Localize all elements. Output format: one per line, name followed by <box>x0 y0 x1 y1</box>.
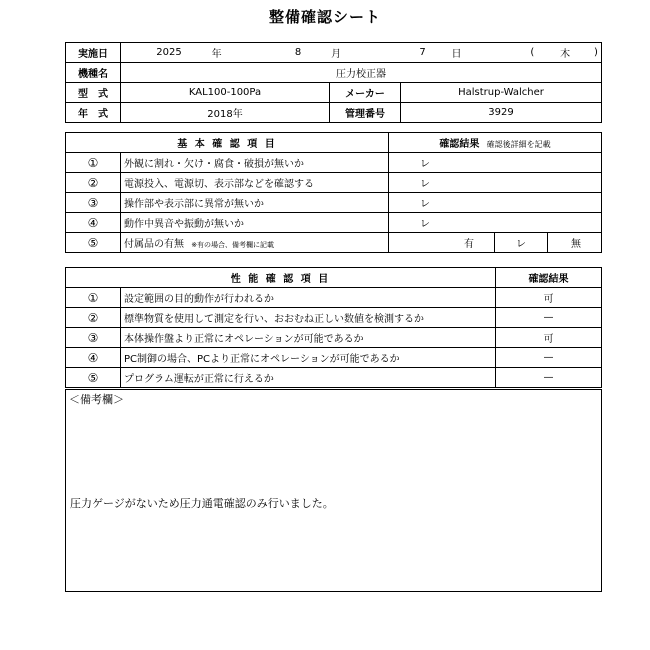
result-cell[interactable]: — <box>496 368 602 388</box>
weekday-value: 木 <box>560 49 571 60</box>
perf-result-header: 確認結果 <box>496 268 602 288</box>
accessory-yes[interactable]: 有 <box>389 233 495 253</box>
table-row <box>66 308 602 328</box>
table-row <box>66 193 602 213</box>
item-number: ⑤ <box>66 368 121 388</box>
year-made-value[interactable]: 2018年 <box>121 103 330 123</box>
item-text: 標準物質を使用して測定を行い、おおむね正しい数値を検測するか <box>121 308 496 328</box>
table-row <box>66 348 602 368</box>
check-mark: レ <box>420 219 431 230</box>
year-row <box>66 103 602 123</box>
item-number: ② <box>66 173 121 193</box>
item-number: ④ <box>66 348 121 368</box>
item-text: 電源投入、電源切、表示部などを確認する <box>121 173 389 193</box>
accessory-note: ※有の場合、備考欄に記載 <box>191 241 275 249</box>
remarks-header: ＜備考欄＞ <box>66 390 602 409</box>
result-cell[interactable] <box>389 213 602 233</box>
year-value: 2025 <box>156 47 182 58</box>
item-number: ② <box>66 308 121 328</box>
accessory-text-cell <box>121 233 389 253</box>
table-row <box>66 213 602 233</box>
remarks-table <box>65 389 602 592</box>
year-label: 年 式 <box>66 103 121 123</box>
page-title: 整備確認シート <box>268 8 381 26</box>
item-text: 本体操作盤より正常にオペレーションが可能であるか <box>121 328 496 348</box>
weekday-close: ) <box>594 47 598 58</box>
result-cell[interactable] <box>389 193 602 213</box>
item-number: ③ <box>66 328 121 348</box>
item-text: 設定範囲の目的動作が行われるか <box>121 288 496 308</box>
machine-label: 機種名 <box>66 63 121 83</box>
accessory-no[interactable]: 無 <box>548 233 602 253</box>
model-row <box>66 83 602 103</box>
accessory-mark[interactable]: レ <box>495 233 548 253</box>
result-cell[interactable] <box>389 153 602 173</box>
table-row <box>66 153 602 173</box>
perf-header: 性 能 確 認 項 目 <box>66 268 496 288</box>
remarks-text: 圧力ゲージがないため圧力通電確認のみ行いました。 <box>70 497 334 510</box>
item-number: ⑤ <box>66 233 121 253</box>
result-cell[interactable]: — <box>496 348 602 368</box>
result-cell[interactable]: 可 <box>496 328 602 348</box>
month-unit: 月 <box>331 49 342 60</box>
basic-result-header <box>389 133 602 153</box>
machine-row <box>66 63 602 83</box>
item-text: 操作部や表示部に異常が無いか <box>121 193 389 213</box>
perf-header-row <box>66 268 602 288</box>
item-number: ③ <box>66 193 121 213</box>
day-unit: 日 <box>451 49 462 60</box>
item-number: ① <box>66 153 121 173</box>
basic-header-row <box>66 133 602 153</box>
table-row <box>66 173 602 193</box>
item-text: 外観に割れ・欠け・腐食・破損が無いか <box>121 153 389 173</box>
remarks-area[interactable] <box>66 408 602 592</box>
item-text: PC制御の場合、PCより正常にオペレーションが可能であるか <box>121 348 496 368</box>
machine-value[interactable]: 圧力校正器 <box>121 63 602 83</box>
item-text: プログラム運転が正常に行えるか <box>121 368 496 388</box>
mgmt-label: 管理番号 <box>330 103 401 123</box>
basic-result-note: 確認後詳細を記載 <box>486 140 551 149</box>
maker-label: メーカー <box>330 83 401 103</box>
year-unit: 年 <box>211 49 222 60</box>
item-text: 動作中異音や振動が無いか <box>121 213 389 233</box>
remarks-body-row <box>66 408 602 592</box>
result-cell[interactable] <box>389 173 602 193</box>
mgmt-value[interactable]: 3929 <box>401 103 602 123</box>
remarks-header-row <box>66 390 602 409</box>
model-label: 型 式 <box>66 83 121 103</box>
accessory-row <box>66 233 602 253</box>
item-number: ④ <box>66 213 121 233</box>
basic-check-table <box>65 132 602 253</box>
result-cell[interactable]: — <box>496 308 602 328</box>
result-cell[interactable]: 可 <box>496 288 602 308</box>
performance-check-table <box>65 267 602 388</box>
date-cell[interactable] <box>121 43 602 63</box>
maker-value[interactable]: Halstrup-Walcher <box>401 83 602 103</box>
basic-result-title: 確認結果 <box>439 139 480 150</box>
check-mark: レ <box>420 199 431 210</box>
table-row <box>66 288 602 308</box>
model-value[interactable]: KAL100-100Pa <box>121 83 330 103</box>
month-value: 8 <box>294 47 302 58</box>
date-label: 実施日 <box>66 43 121 63</box>
check-mark: レ <box>420 159 431 170</box>
check-mark: レ <box>420 179 431 190</box>
table-row <box>66 328 602 348</box>
weekday-open: ( <box>530 47 535 58</box>
item-number: ① <box>66 288 121 308</box>
table-row <box>66 368 602 388</box>
accessory-text: 付属品の有無 <box>124 239 184 250</box>
date-row <box>66 43 602 63</box>
basic-header: 基 本 確 認 項 目 <box>66 133 389 153</box>
info-table <box>65 42 602 123</box>
day-value: 7 <box>419 47 426 58</box>
